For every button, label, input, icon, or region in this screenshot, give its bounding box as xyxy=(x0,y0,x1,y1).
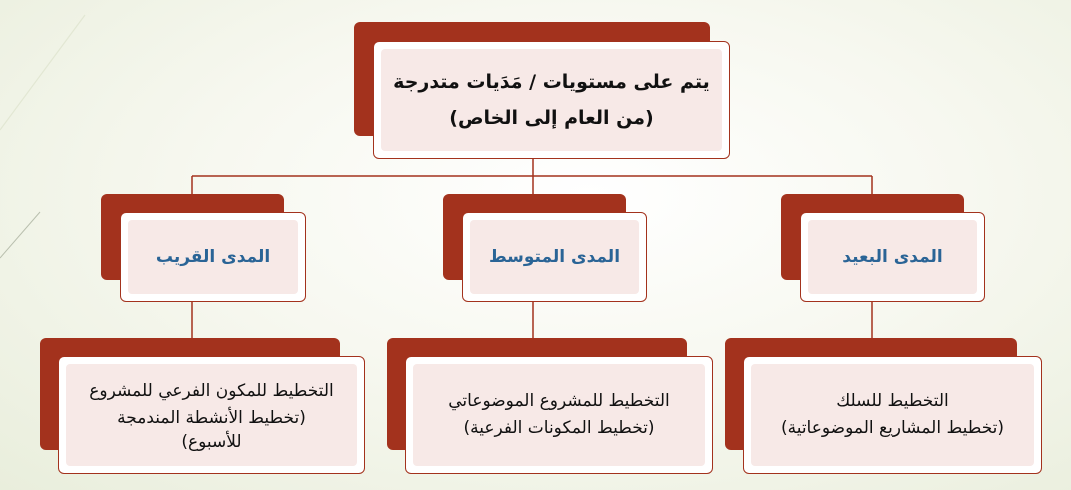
root-title-line-1: يتم على مستويات / مَدَيات متدرجة xyxy=(393,71,710,93)
level-node-near xyxy=(101,194,306,302)
leaf-near-line-1: التخطيط للمكون الفرعي للمشروع xyxy=(89,381,334,401)
leaf-node-near xyxy=(40,338,365,474)
root-title-line-2: (من العام إلى الخاص) xyxy=(449,107,654,129)
root-node xyxy=(354,22,730,159)
level-node-medium xyxy=(443,194,647,302)
level-label-medium: المدى المتوسط xyxy=(488,247,621,267)
leaf-near-line-3: للأسبوع) xyxy=(181,432,242,452)
leaf-node-medium xyxy=(387,338,713,474)
level-label-near: المدى القريب xyxy=(155,247,271,267)
leaf-node-far xyxy=(725,338,1042,474)
level-label-far: المدى البعيد xyxy=(842,247,943,267)
level-node-far xyxy=(781,194,985,302)
leaf-far-line-2: (تخطيط المشاريع الموضوعاتية) xyxy=(780,418,1005,438)
leaf-medium-line-2: (تخطيط المكونات الفرعية) xyxy=(463,418,655,438)
leaf-medium-line-1: التخطيط للمشروع الموضوعاتي xyxy=(448,391,670,411)
leaf-far-line-1: التخطيط للسلك xyxy=(836,391,949,411)
leaf-near-line-2: (تخطيط الأنشطة المندمجة xyxy=(117,408,306,428)
